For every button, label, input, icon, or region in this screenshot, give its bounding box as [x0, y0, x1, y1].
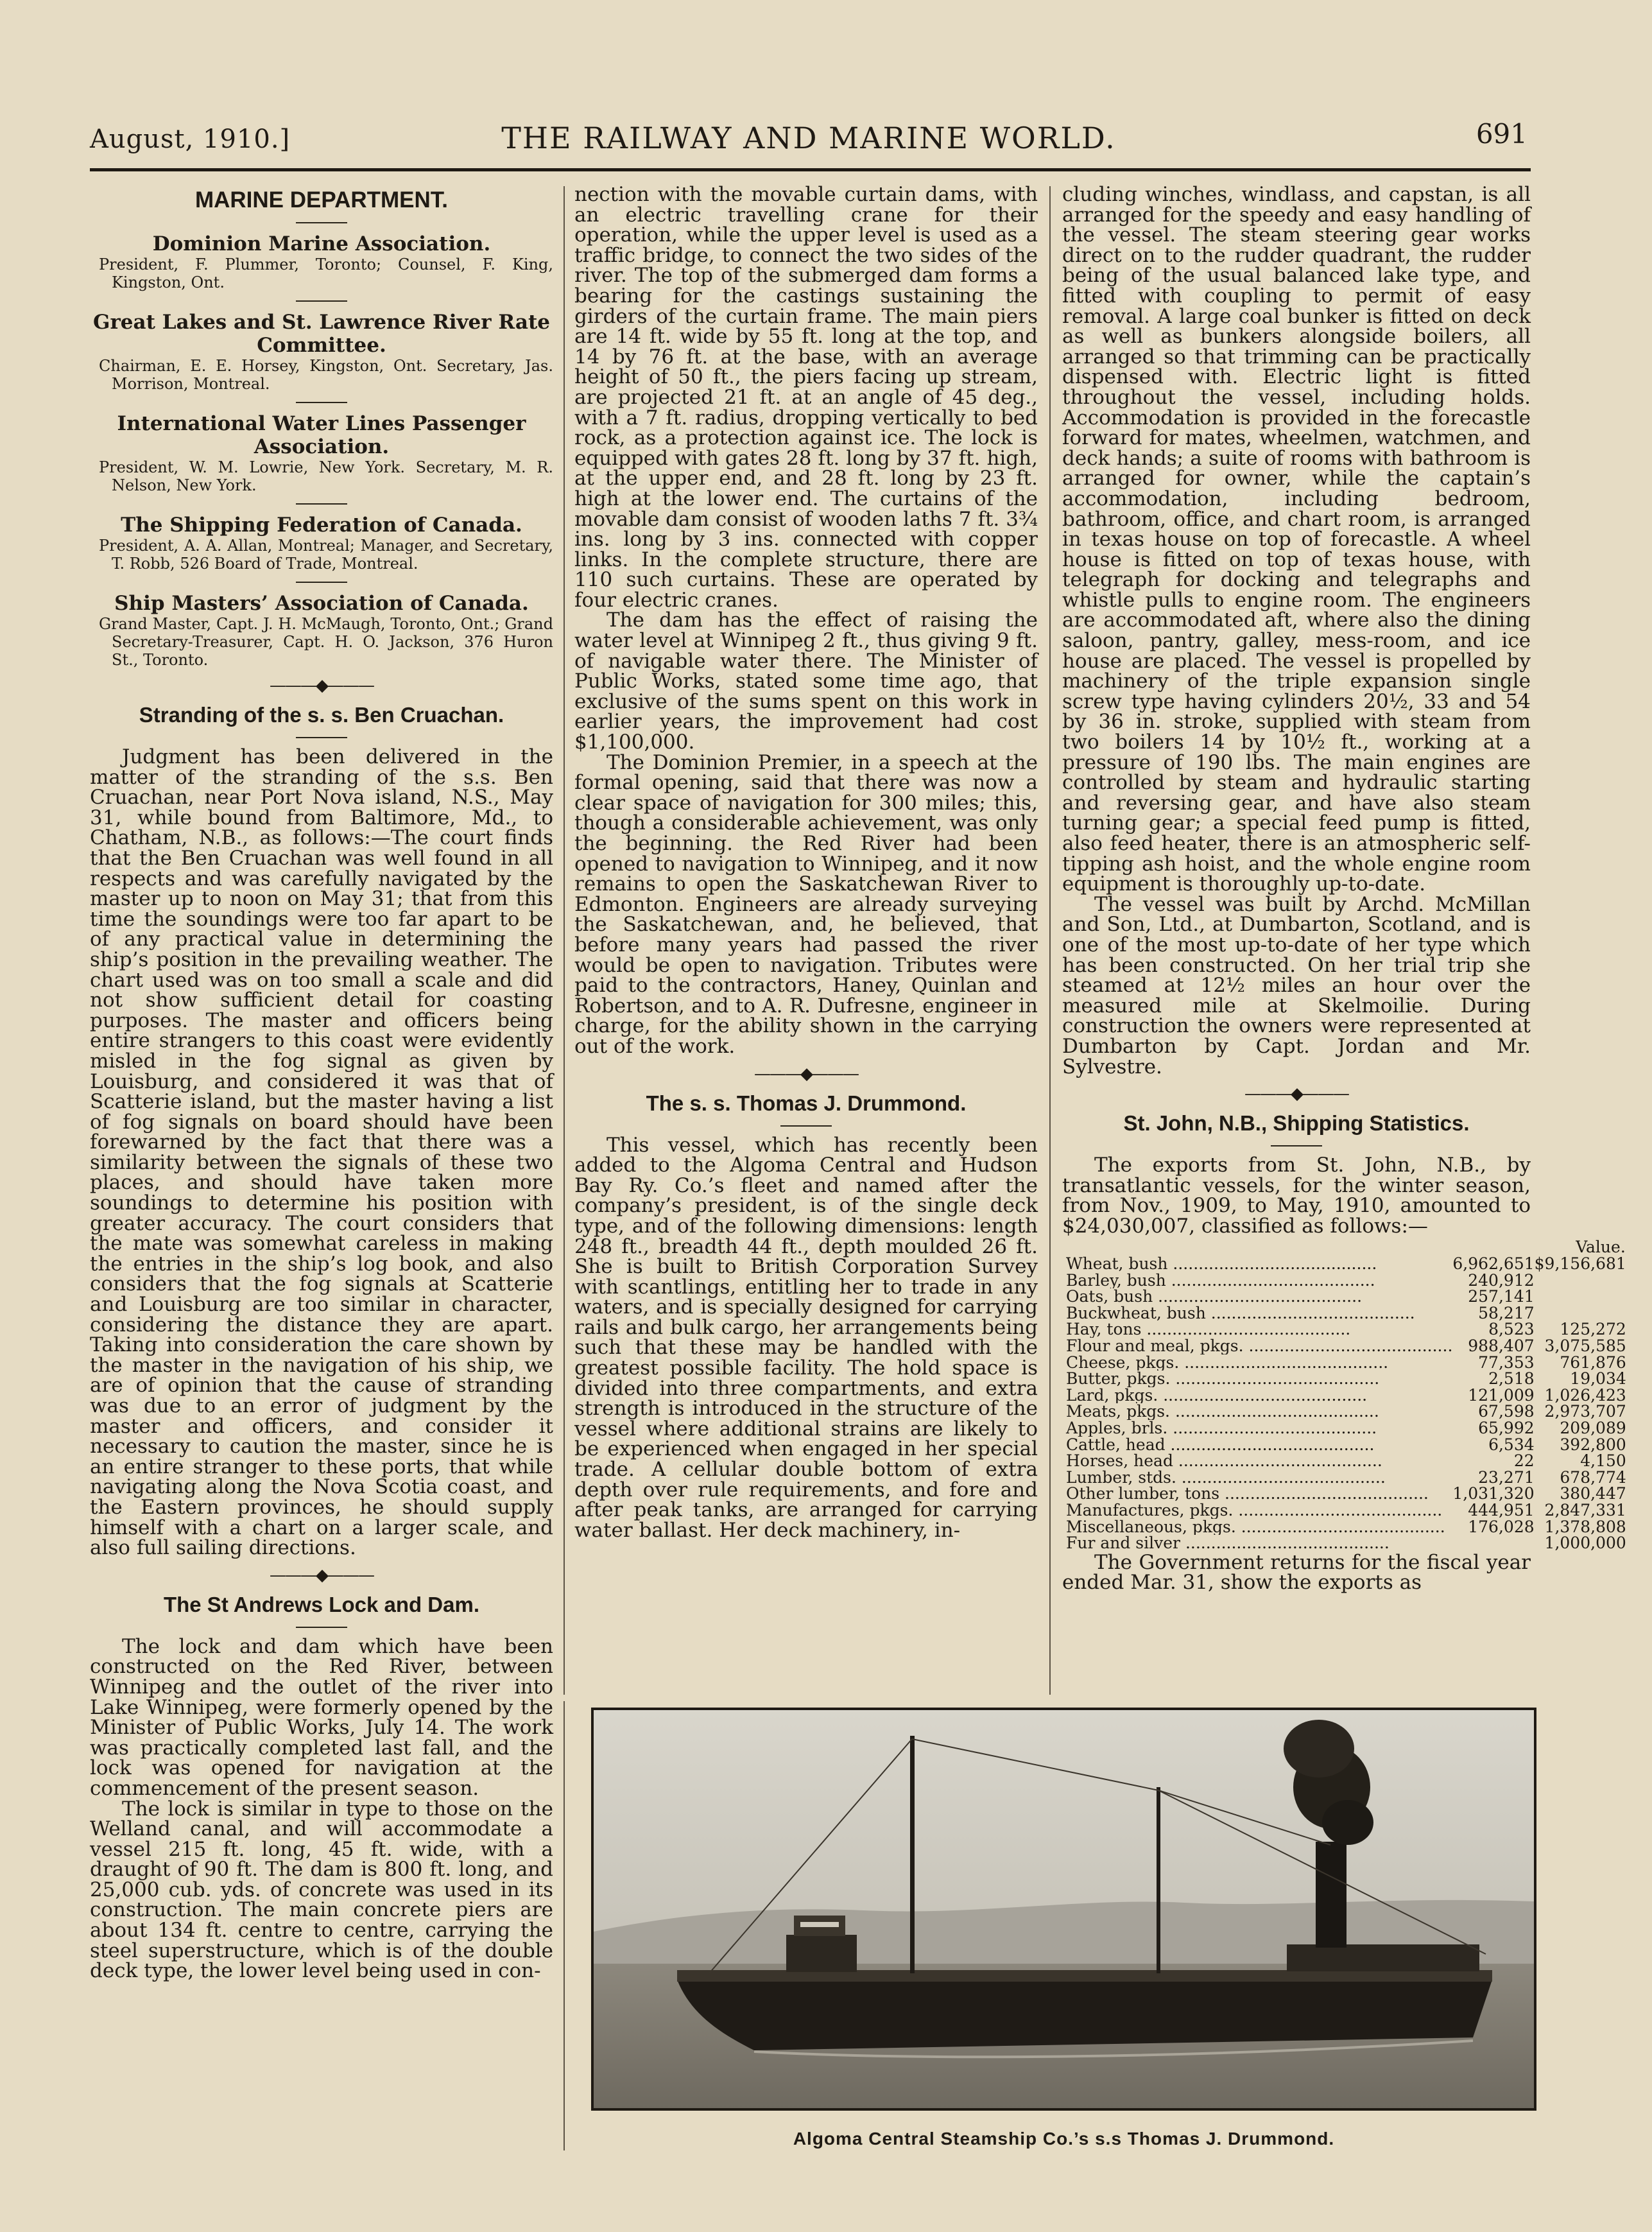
table-row: [1062, 1420, 1626, 1437]
divider: [296, 1627, 347, 1628]
export-quantity: 23,271: [1478, 1467, 1535, 1487]
export-item: Apples, brls. ........................................: [1066, 1420, 1377, 1437]
divider: [296, 222, 347, 223]
column-divider: [564, 1701, 565, 2150]
export-value: [1535, 1272, 1626, 1289]
article-text: The Government returns for the fiscal year ended Mar. 31, show the exports as: [1062, 1550, 1531, 1595]
table-row: [1062, 1519, 1626, 1536]
divider: [1271, 1145, 1322, 1146]
ornament-divider: ———◆———: [1244, 1084, 1348, 1104]
column-3: [1062, 183, 1626, 1595]
export-value: $9,156,681: [1534, 1254, 1626, 1274]
column-divider: [1049, 186, 1051, 1695]
header-rule: [90, 168, 1531, 171]
export-quantity: 8,523: [1488, 1320, 1535, 1339]
table-row: [1062, 1403, 1626, 1420]
export-value: 1,000,000: [1544, 1534, 1626, 1553]
export-quantity: 6,962,651: [1452, 1254, 1535, 1274]
export-value: 392,800: [1560, 1435, 1626, 1454]
article-text: The lock is similar in type to those on the Welland canal, and will accommodate a vessel 215 ft. long, 45 ft. wide, with a draught of 90 ft. The dam is 800 ft. long, and 25,000 cub. yds. of concrete was used in its construction. The main concrete piers are about 134 ft. centre to centre, carrying the steel superstructure, which is of the double deck type, the lower level being used in con-: [90, 1797, 553, 1983]
export-value: 4,150: [1580, 1451, 1626, 1471]
photo-caption: Algoma Central Steamship Co.’s s.s Thomas J. Drummond.: [793, 2129, 1335, 2149]
export-quantity: 67,598: [1478, 1402, 1535, 1421]
table-row: [1062, 1338, 1626, 1354]
page-number: 691: [1476, 118, 1527, 150]
table-header-row: [1062, 1238, 1626, 1256]
export-value: 761,876: [1560, 1353, 1626, 1372]
department-title: MARINE DEPARTMENT.: [194, 187, 449, 212]
association-officers: Grand Master, Capt. J. H. McMaugh, Toronto, Ont.; Grand Secretary-Treasurer, Capt. H. O. Jackson, 376 Huron St., Toronto.: [99, 615, 553, 669]
article-text: cluding winches, windlass, and capstan, is all arranged for the speedy and easy handling of the vessel. The steam steering gear works direct on to the rudder quadrant, the rudder being of the usual balanced lake type, and fitted with coupling to permit of easy removal. A large coal bunker is fitted on deck as well as bunkers alongside boilers, all arranged so that trimming can be practically dispensed with. Electric light is fitted throughout the vessel, including holds. Accommodation is provided in the forecastle forward for mates, wheelmen, watchmen, and deck hands; a suite of rooms with bathroom is arranged for owner, while the captain’s accommodation, including bedroom, bathroom, office, and chart room, is arranged in texas house on top of forecastle. A wheel house is fitted on top of texas house, with telegraph for docking and telegraphs and whistle pulls to engine room. The engineers are accommodated aft, where also the dining saloon, pantry, galley, mess-room, and ice house are placed. The vessel is propelled by machinery of the triple expansion single screw type having cylinders 20½, 33 and 54 by 36 in. stroke, supplied with steam from two boilers 14 by 10½ ft., working at a pressure of 190 lbs. The main engines are controlled by steam and hydraulic starting and reversing gear, and have also steam turning gear; a special feed pump is fitted, also feed heater, there is an atmospheric self-tipping ash hoist, and the whole engine room equipment is thoroughly up-to-date.: [1062, 183, 1531, 896]
exports-table: [1062, 1238, 1626, 1552]
export-item: Manufactures, pkgs. ........................................: [1066, 1502, 1443, 1519]
export-quantity: 988,407: [1468, 1337, 1535, 1356]
divider: [296, 300, 347, 302]
export-value: 1,026,423: [1544, 1385, 1626, 1405]
export-value: 3,075,585: [1544, 1337, 1626, 1356]
divider: [296, 402, 347, 403]
divider: [296, 737, 347, 738]
article-title: Stranding of the s. s. Ben Cruachan.: [139, 703, 504, 727]
table-row: [1062, 1535, 1626, 1552]
export-value: [1535, 1288, 1626, 1305]
export-quantity: 176,028: [1468, 1517, 1535, 1536]
article-title: The St Andrews Lock and Dam.: [163, 1592, 480, 1616]
export-item: Wheat, bush ........................................: [1066, 1256, 1377, 1272]
article-text: The Dominion Premier, in a speech at the formal opening, said that there was now a clear space of navigation for 300 miles; this, though a considerable achievement, was only the beginning. the Red River had been opened to navigation to Winnipeg, and it now remains to open the Saskatchewan River to Edmonton. Engineers are already surveying the Saskatchewan, and, he believed, that before many years had passed the river would be open to navigation. Tributes were paid to the contractors, Haney, Quinlan and Robertson, and to A. R. Dufresne, engineer in charge, for the ability shown in the carrying out of the work.: [574, 750, 1038, 1058]
export-quantity: 6,534: [1488, 1435, 1535, 1454]
export-item: Horses, head ........................................: [1066, 1453, 1382, 1469]
export-item: Lumber, stds. ........................................: [1066, 1469, 1386, 1486]
export-item: Butter, pkgs. ........................................: [1066, 1371, 1380, 1387]
export-item: Hay, tons ........................................: [1066, 1321, 1351, 1338]
export-value: 1,378,808: [1544, 1517, 1626, 1536]
table-row: [1062, 1305, 1626, 1322]
table-row: [1062, 1437, 1626, 1453]
ship-photograph: [591, 1708, 1536, 2111]
export-value: 2,973,707: [1544, 1402, 1626, 1421]
export-value: 380,447: [1560, 1484, 1626, 1503]
association-name: Great Lakes and St. Lawrence River Rate Committee.: [92, 311, 550, 357]
association-officers: Chairman, E. E. Horsey, Kingston, Ont. Secretary, Jas. Morrison, Montreal.: [99, 357, 553, 393]
table-row: [1062, 1485, 1626, 1502]
export-quantity: 77,353: [1478, 1353, 1535, 1372]
table-row: [1062, 1272, 1626, 1289]
article-text: Judgment has been delivered in the matter of the stranding of the s.s. Ben Cruachan, near Port Nova island, N.S., May 31, while bound from Baltimore, Md., to Chatham, N.B., as follows:—The court finds that the Ben Cruachan was well found in all respects and was carefully navigated by the master up to noon on May 31; that from this time the soundings were too far apart to be of any practical value in determining the ship’s position in the prevailing weather. The chart used was on too small a scale and did not show sufficient detail for coasting purposes. The master and officers being entire strangers to this coast were evidently misled in the fog signal as given by Louisburg, and considered it was that of Scatterie island, but the master having a list of fog signals on board should have been forewarned by the fact that there was a similarity between the signals of these two places, and should have taken more soundings to determine his position with greater accuracy. The court considers that the mate was somewhat careless in making the entries in the ship’s log book, and also considers that the fog signals at Scatterie and Louisburg are too similar in character, considering the distance they are apart. Taking into consideration the care shown by the master in the navigation of his ship, we are of opinion that the cause of stranding was due to an error of judgment by the master and officers, and consider it necessary to caution the master, since he is an entire stranger to these ports, that while navigating along the Nova Scotia coast, and the Eastern provinces, he should supply himself with a chart on a larger scale, and also full sailing directions.: [90, 745, 553, 1560]
table-row: [1062, 1453, 1626, 1469]
export-value: 125,272: [1560, 1320, 1626, 1339]
export-item: Oats, bush ........................................: [1066, 1288, 1363, 1305]
association-name: The Shipping Federation of Canada.: [121, 514, 522, 537]
ornament-divider: ———◆———: [754, 1064, 858, 1084]
export-quantity: 257,141: [1468, 1287, 1535, 1306]
table-row: [1062, 1256, 1626, 1272]
article-title: The s. s. Thomas J. Drummond.: [646, 1091, 967, 1115]
ornament-divider: ———◆———: [270, 676, 374, 695]
export-quantity: 58,217: [1478, 1303, 1535, 1322]
export-item: Fur and silver ........................................: [1066, 1535, 1390, 1552]
export-quantity: 22: [1513, 1451, 1535, 1471]
export-item: Meats, pkgs. ........................................: [1066, 1403, 1379, 1421]
ornament-divider: ———◆———: [270, 1565, 374, 1585]
divider: [296, 582, 347, 583]
export-item: Buckwheat, bush ........................................: [1066, 1304, 1415, 1322]
article-text: This vessel, which has recently been added to the Algoma Central and Hudson Bay Ry. Co.’s fleet and named after the company’s president, is of the single deck type, and of the following dimensions: length 248 ft., breadth 44 ft., depth moulded 26 ft. She is built to British Corporation Survey with scantlings, entitling her to trade in any waters, and is specially designed for carrying rails and bulk cargo, her arrangements being such that these may be handled with the greatest possible facility. The hold space is divided into three compartments, and extra strength is introduced in the structure of the vessel where additional strains are likely to be experienced when engaged in her special trade. A cellular double bottom of extra depth over rule requirements, and fore and after peak tanks, are arranged for carrying water ballast. Her deck machinery, in-: [574, 1133, 1038, 1542]
journal-title: THE RAILWAY AND MARINE WORLD.: [501, 121, 1116, 155]
export-value: 209,089: [1560, 1419, 1626, 1438]
table-row: [1062, 1321, 1626, 1338]
export-item: Flour and meal, pkgs. ........................................: [1066, 1338, 1453, 1354]
column-divider: [564, 186, 565, 1695]
article-title: St. John, N.B., Shipping Statistics.: [1123, 1111, 1470, 1136]
column-2: [574, 185, 1038, 1541]
export-quantity: 2,518: [1488, 1369, 1535, 1389]
table-row: [1062, 1502, 1626, 1519]
export-quantity: 240,912: [1468, 1270, 1535, 1290]
table-row: [1062, 1354, 1626, 1371]
article-text: The dam has the effect of raising the water level at Winnipeg 2 ft., thus giving 9 ft. of navigable water there. The Minister of Public Works, stated some time ago, that exclusive of the sums spent on this work in earlier years, the improvement had cost $1,100,000.: [574, 609, 1038, 754]
export-value: 678,774: [1560, 1467, 1626, 1487]
divider: [780, 1125, 832, 1127]
export-item: Lard, pkgs. ........................................: [1066, 1387, 1368, 1404]
divider: [296, 503, 347, 505]
association-officers: President, A. A. Allan, Montreal; Manager, and Secretary, T. Robb, 526 Board of Trade, Montreal.: [99, 537, 553, 573]
article-text: The vessel was built by Archd. McMillan and Son, Ltd., at Dumbarton, Scotland, and is one of the most up-to-date of her type which has been constructed. On her trial trip she steamed at 12½ miles an hour over the measured mile at Skelmoilie. During construction the owners were represented at Dumbarton by Capt. Jordan and Mr. Sylvestre.: [1062, 892, 1531, 1078]
association-name: Ship Masters’ Association of Canada.: [114, 592, 529, 615]
export-value: [1535, 1305, 1626, 1322]
table-row: [1062, 1288, 1626, 1305]
steamship-illustration: [594, 1710, 1534, 2108]
export-item: Other lumber, tons ........................................: [1066, 1485, 1429, 1502]
export-value: 19,034: [1570, 1369, 1626, 1389]
export-quantity: 121,009: [1468, 1385, 1535, 1405]
table-row: [1062, 1469, 1626, 1486]
association-officers: President, W. M. Lowrie, New York. Secretary, M. R. Nelson, New York.: [99, 458, 553, 494]
article-text: The lock and dam which have been constructed on the Red River, between Winnipeg and the outlet of the river into Lake Winnipeg, were formerly opened by the Minister of Public Works, July 14. The work was practically completed last fall, and the lock was opened for navigation at the commencement of the present season.: [90, 1634, 553, 1800]
export-quantity: [1452, 1535, 1534, 1552]
association-name: Dominion Marine Association.: [152, 232, 491, 255]
association-officers: President, F. Plummer, Toronto; Counsel, F. King, Kingston, Ont.: [99, 255, 553, 291]
export-item: Miscellaneous, pkgs. ........................................: [1066, 1518, 1445, 1536]
article-text: nection with the movable curtain dams, with an electric travelling crane for their operation, while the upper level is used as a traffic bridge, to connect the two sides of the river. The top of the submerged dam forms a bearing for the castings sustaining the girders of the curtain frame. The main piers are 14 ft. wide by 55 ft. long at the top, and 14 by 76 ft. at the base, with an average height of 50 ft., the piers facing up stream, are projected 21 ft. at an angle of 45 deg., with a 7 ft. radius, dropping vertically to bed rock, as a protection against ice. The lock is equipped with gates 28 ft. long by 37 ft. high, at the upper end, and 28 ft. long by 23 ft. high at the lower end. The curtains of the movable dam consist of wooden laths 7 ft. 3¾ ins. long by 3 ins. connected with copper links. In the complete structure, there are 110 such curtains. These are operated by four electric cranes.: [574, 183, 1038, 612]
export-quantity: 444,951: [1468, 1501, 1535, 1519]
issue-date: August, 1910.]: [90, 125, 291, 154]
exports-table-body: [1062, 1256, 1626, 1552]
table-row: [1062, 1387, 1626, 1404]
export-quantity: 1,031,320: [1452, 1484, 1535, 1503]
table-row: [1062, 1371, 1626, 1387]
association-name: International Water Lines Passenger Association.: [117, 412, 526, 458]
article-text: The exports from St. John, N.B., by transatlantic vessels, for the winter season, from Nov., 1909, to May, 1910, amounted to $24,030,007, classified as follows:—: [1062, 1154, 1531, 1238]
export-item: Cattle, head ........................................: [1066, 1436, 1375, 1453]
export-item: Cheese, pkgs. ........................................: [1066, 1354, 1389, 1371]
export-value: 2,847,331: [1544, 1501, 1626, 1519]
export-quantity: 65,992: [1478, 1419, 1535, 1438]
value-column-header: Value.: [1576, 1237, 1626, 1256]
export-item: Barley, bush ........................................: [1066, 1272, 1375, 1289]
running-head: [90, 116, 1527, 167]
column-1: [90, 185, 553, 1982]
